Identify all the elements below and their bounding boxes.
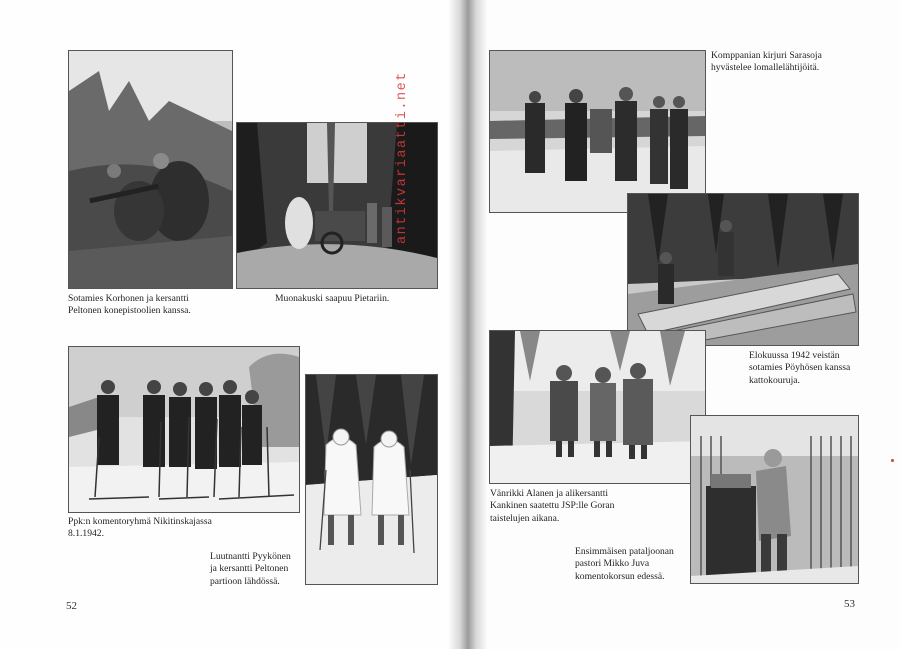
photo-sarasoja — [489, 50, 706, 213]
caption-korhonen — [68, 293, 191, 318]
caption-alanen — [490, 488, 614, 525]
caption-line: Elokuussa 1942 veistän — [749, 350, 840, 361]
page-number-right: 53 — [844, 598, 855, 610]
caption-line: Luutnantti Pyykönen — [210, 551, 291, 562]
caption-line: Kankinen saatettu JSP:lle Goran — [490, 500, 615, 512]
caption-line: Peltonen konepistoolien kanssa. — [68, 305, 191, 317]
photo-alanen-kankinen — [489, 330, 706, 484]
caption-line: Komppanian kirjuri Sarasoja — [711, 50, 822, 61]
caption-line: Ensimmäisen pataljoonan — [575, 546, 674, 557]
caption-line: Sotamies Korhonen ja kersantti — [68, 293, 189, 304]
caption-juva — [575, 546, 674, 583]
caption-line: Muonakuski saapuu Pietariin. — [275, 293, 390, 304]
caption-line: Vänrikki Alanen ja alikersantti — [490, 488, 609, 499]
speck — [891, 459, 894, 462]
photo-juva — [690, 415, 859, 584]
caption-pyykonen — [210, 551, 291, 588]
caption-line: taistelujen aikana. — [490, 512, 560, 524]
watermark: antikvariaatti.net — [395, 71, 410, 244]
photo-korhonen-peltonen — [68, 50, 233, 289]
caption-line: 8.1.1942. — [68, 528, 104, 540]
caption-muonakuski — [275, 293, 389, 305]
caption-line: hyvästelee lomallelähtijöitä. — [711, 62, 820, 74]
caption-line: pastori Mikko Juva — [575, 558, 650, 570]
photo-elokuussa — [627, 193, 859, 346]
book-gutter — [448, 0, 488, 649]
caption-line: kattokouruja. — [749, 374, 800, 386]
page-number-left: 52 — [66, 600, 77, 612]
caption-line: ja kersantti Peltonen — [210, 563, 289, 575]
caption-sarasoja — [711, 50, 822, 75]
caption-line: Ppk:n komentoryhmä Nikitinskajassa — [68, 516, 212, 527]
caption-line: sotamies Pöyhösen kanssa — [749, 362, 851, 374]
caption-elokuussa — [749, 350, 850, 387]
caption-komentoryhma — [68, 516, 212, 541]
photo-komentoryhma — [68, 346, 300, 513]
caption-line: partioon lähdössä. — [210, 575, 280, 587]
caption-line: komentokorsun edessä. — [575, 570, 665, 582]
photo-pyykonen-peltonen — [305, 374, 438, 585]
